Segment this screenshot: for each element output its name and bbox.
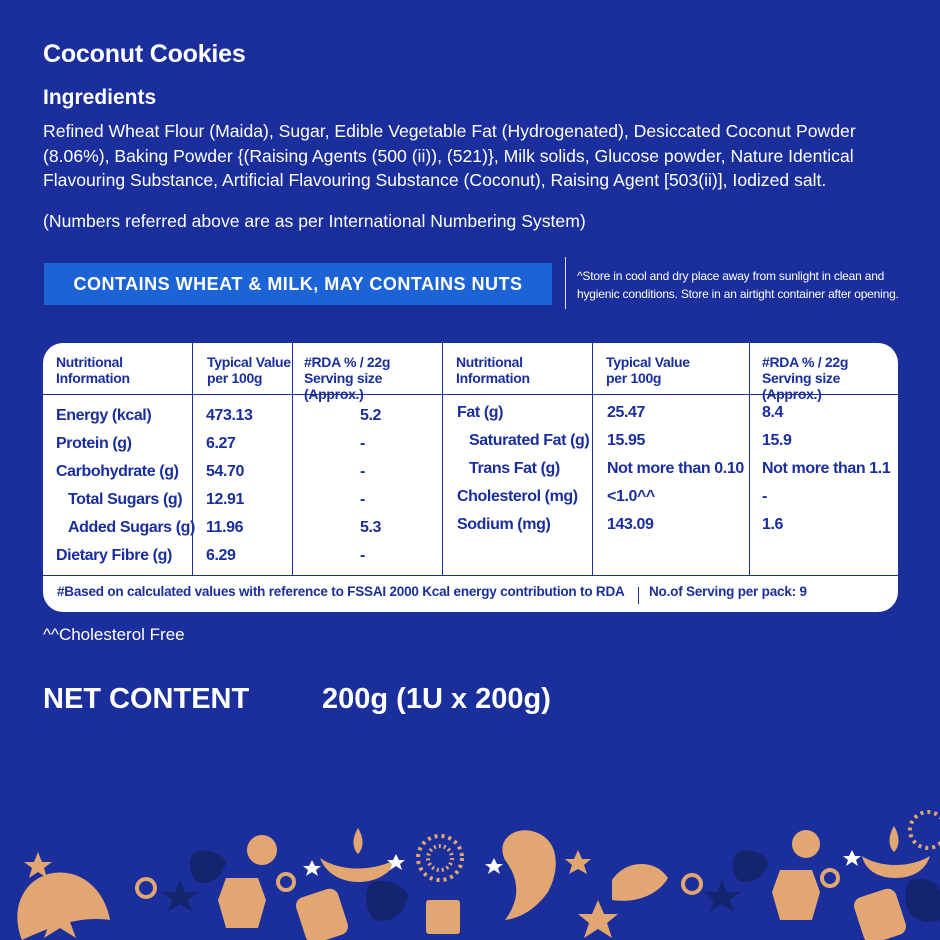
sugar-cube-icon (426, 900, 460, 934)
strawberry-icon (906, 879, 940, 922)
header-nutritional-info: Nutritional Information (456, 354, 530, 386)
lantern-icon (772, 870, 820, 920)
decorative-pattern (0, 800, 940, 940)
nutrient-rda: 5.3 (360, 519, 382, 536)
nutrient-value: 25.47 (607, 404, 646, 421)
sparkle-icon (428, 846, 452, 870)
nutrient-value: 6.29 (206, 547, 236, 564)
nutrient-name: Added Sugars (g) (68, 519, 195, 536)
strawberry-icon (366, 881, 408, 921)
nutrient-rda: 1.6 (762, 516, 784, 533)
divider (292, 343, 293, 575)
servings-per-pack: No.of Serving per pack: 9 (649, 584, 807, 599)
sparkle-icon (910, 812, 940, 848)
header-typical-value: Typical Value per 100g (606, 354, 690, 386)
ins-note: (Numbers referred above are as per International Numbering System) (43, 211, 586, 231)
nutrition-card (43, 343, 898, 612)
candy-icon (852, 886, 909, 940)
nutrient-value: <1.0^^ (607, 488, 655, 505)
candy-icon (294, 886, 351, 940)
net-content-label: NET CONTENT (43, 683, 250, 715)
nutrient-name: Sodium (mg) (457, 516, 551, 533)
almond-icon (612, 864, 668, 901)
allergen-banner: CONTAINS WHEAT & MILK, MAY CONTAINS NUTS (44, 263, 552, 305)
star-icon (565, 850, 591, 874)
sparkle-star-icon (485, 858, 503, 874)
nutrient-rda: - (360, 547, 365, 564)
nutrient-rda: - (360, 491, 365, 508)
nutrient-rda: Not more than 1.1 (762, 460, 891, 477)
diya-icon (320, 858, 398, 882)
paisley-icon (502, 830, 555, 920)
divider (192, 343, 193, 575)
nutrient-value: 12.91 (206, 491, 245, 508)
net-content-value: 200g (1U x 200g) (322, 683, 551, 715)
nutrient-name: Trans Fat (g) (469, 460, 560, 477)
sparkle-star-icon (843, 850, 861, 866)
cholesterol-note: ^^Cholesterol Free (43, 625, 185, 644)
nutrient-value: 6.27 (206, 435, 236, 452)
nutrient-name: Total Sugars (g) (68, 491, 183, 508)
storage-note: ^Store in cool and dry place away from sunlight in clean and hygienic conditions. Store in an airtight container after opening. (577, 269, 899, 301)
nutrient-name: Fat (g) (457, 404, 504, 421)
divider (592, 343, 593, 575)
flame-icon (354, 828, 363, 854)
divider (749, 343, 750, 575)
nutrient-value: 15.95 (607, 432, 646, 449)
footnote-divider (43, 575, 898, 576)
star-icon (162, 880, 198, 912)
ingredients-text: Refined Wheat Flour (Maida), Sugar, Edible Vegetable Fat (Hydrogenated), Desiccated Coconut Powder (8.06%), Baking Powder {(Raising Agents (500 (ii)), (521)}, Milk solids, Glucose powder, Nature Identical Flavouring Substance, Artificial Flavouring Substance (Coconut), Raising Agent [503(ii)], Iodized salt. (43, 121, 856, 190)
star-icon (704, 880, 740, 912)
cookie-icon (792, 830, 820, 858)
nutrient-name: Cholesterol (mg) (457, 488, 578, 505)
nutrient-name: Carbohydrate (g) (56, 463, 179, 480)
ring-icon (278, 874, 294, 890)
flame-icon (890, 826, 899, 852)
nutrient-name: Energy (kcal) (56, 407, 152, 424)
flower-icon (578, 900, 618, 938)
header-rda: #RDA % / 22g Serving size (Approx.) (762, 354, 849, 402)
strawberry-icon (733, 850, 768, 882)
product-title: Coconut Cookies (43, 40, 246, 68)
ring-icon (822, 870, 838, 886)
ring-icon (137, 879, 155, 897)
ring-icon (683, 875, 701, 893)
ingredients-heading: Ingredients (43, 86, 157, 109)
nutrient-value: 473.13 (206, 407, 253, 424)
sparkle-icon (418, 836, 462, 880)
nutrient-value: 11.96 (206, 519, 244, 536)
header-typical-value: Typical Value per 100g (207, 354, 291, 386)
nutrient-rda: 8.4 (762, 404, 784, 421)
nutrient-rda: - (360, 435, 365, 452)
divider (442, 343, 443, 575)
lantern-icon (218, 878, 266, 928)
rda-footnote: #Based on calculated values with reference to FSSAI 2000 Kcal energy contribution to RDA (57, 584, 625, 599)
sparkle-star-icon (303, 860, 321, 876)
nutrient-rda: 5.2 (360, 407, 382, 424)
nutrient-value: Not more than 0.10 (607, 460, 744, 477)
footnote-separator (638, 587, 639, 604)
storage-divider (565, 257, 566, 309)
nutrient-value: 143.09 (607, 516, 654, 533)
header-nutritional-info: Nutritional Information (56, 354, 130, 386)
nutrient-name: Protein (g) (56, 435, 132, 452)
nutrient-value: 54.70 (206, 463, 245, 480)
diya-icon (862, 856, 930, 878)
nutrient-rda: 15.9 (762, 432, 792, 449)
cookie-icon (247, 835, 277, 865)
nutrient-name: Saturated Fat (g) (469, 432, 590, 449)
nutrient-rda: - (360, 463, 365, 480)
header-rda: #RDA % / 22g Serving size (Approx.) (304, 354, 391, 402)
strawberry-icon (190, 850, 226, 883)
nutrient-rda: - (762, 488, 767, 505)
nutrient-name: Dietary Fibre (g) (56, 547, 172, 564)
